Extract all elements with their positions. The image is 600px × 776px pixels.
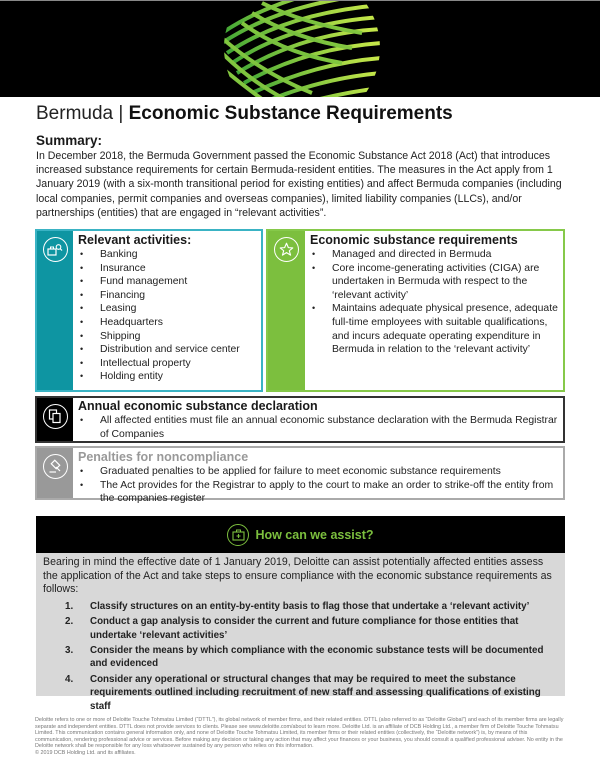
annual-declaration-list — [78, 414, 559, 441]
title-separator: | — [113, 103, 129, 124]
list-item: • Core income-generating activities (CIGA) are undertaken in Bermuda with respect to the ‘relevant activity’ — [310, 262, 559, 303]
summary-text: In December 2018, the Bermuda Government passed the Economic Substance Act 2018 (Act) that introduces increased substance requirements for certain Bermuda-resident entities. The measures in the Act apply from 1 January 2019 (with a six-month transitional period for existing entities) and affect Bermuda companies (including local companies, permit companies and overseas companies), limited liability companies (LLCs), and/or partnerships (entities) that are engaged in “relevant activities”. — [36, 150, 562, 219]
list-item: • Fund management — [78, 275, 257, 289]
relevant-activities-box — [35, 229, 263, 392]
step-text: Consider the means by which compliance with the economic substance tests will be documented and evidenced — [90, 645, 544, 670]
assist-body — [36, 553, 565, 712]
list-item: • Financing — [78, 289, 257, 303]
assist-header — [36, 516, 565, 553]
relevant-activities-heading: Relevant activities: — [78, 233, 192, 247]
assist-step — [43, 615, 559, 642]
step-text: Consider any operational or structural changes that may be required to meet the substance requirements outlined including recruitment of new staff and assessing qualifications of existing staff — [90, 673, 541, 712]
page-title — [36, 103, 453, 125]
requirements-list — [310, 248, 559, 357]
header-banner — [0, 0, 600, 97]
relevant-activities-list — [78, 248, 257, 384]
star-icon — [274, 237, 299, 262]
list-item: • Graduated penalties to be applied for failure to meet economic substance requirements — [78, 465, 559, 479]
list-item: • All affected entities must file an annual economic substance declaration with the Bermuda Registrar of Companies — [78, 414, 559, 441]
assist-step — [43, 600, 559, 613]
list-item: • Maintains adequate physical presence, adequate full-time employees with suitable qualifications, and incurs adequate operating expenditure in Bermuda in relation to the ‘relevant activity’ — [310, 302, 559, 356]
title-topic: Economic Substance Requirements — [128, 103, 453, 124]
legal-footer — [35, 717, 565, 757]
requirements-icon-bar — [268, 231, 305, 390]
yarn-ball-graphic — [222, 0, 382, 97]
requirements-box — [266, 229, 565, 392]
assist-intro: Bearing in mind the effective date of 1 January 2019, Deloitte can assist potentially affected entities assess the application of the Act and take steps to ensure compliance with the economic substance requirements as follows: — [43, 556, 552, 596]
footer-disclaimer: Deloitte refers to one or more of Deloitte Touche Tohmatsu Limited (“DTTL”), its global network of member firms, and their related entities. DTTL (also referred to as “Deloitte Global”) and each of its member firms are legally separate and independent entities. DTTL does not provide services to clients. Please see www.deloitte.com/about to learn more. Deloitte Ltd. is an affiliate of DCB Holding Ltd., a member firm of Deloitte Touche Tohmatsu Limited. This communication contains general information only, and none of Deloitte Touche Tohmatsu Limited, its member firms or their related entities (collectively, the “Deloitte network”) is, by means of this communication, rendering professional advice or services. Before making any decision or taking any action that may affect your finances or your business, you should consult a qualified professional adviser. No entity in the Deloitte network shall be responsible for any loss whatsoever sustained by any person who relies on this information. — [35, 717, 564, 750]
list-item: • Holding entity — [78, 370, 257, 384]
title-country: Bermuda — [36, 103, 114, 124]
list-item: • Leasing — [78, 302, 257, 316]
step-text: Conduct a gap analysis to consider the current and future compliance for those entities that undertake ‘relevant activities’ — [90, 616, 519, 641]
gavel-icon — [43, 454, 68, 479]
penalties-box — [35, 446, 565, 505]
list-item: • Banking — [78, 248, 257, 262]
list-item: • The Act provides for the Registrar to apply to the court to make an order to strike-off the entity from the companies register — [78, 479, 559, 506]
penalties-heading: Penalties for noncompliance — [78, 450, 249, 464]
step-number: 1. — [65, 600, 74, 612]
step-number: 4. — [65, 673, 74, 685]
summary-heading: Summary: — [36, 133, 103, 148]
first-aid-kit-icon — [227, 524, 249, 546]
list-item: • Insurance — [78, 262, 257, 276]
relevant-activities-icon-bar — [37, 231, 73, 390]
annual-declaration-icon-bar — [37, 398, 73, 441]
documents-icon — [43, 404, 68, 429]
step-number: 2. — [65, 616, 74, 628]
briefcase-search-icon — [43, 237, 68, 262]
penalties-list — [78, 465, 559, 506]
step-number: 3. — [65, 645, 74, 656]
penalties-icon-bar — [37, 448, 73, 498]
assist-step — [43, 673, 559, 713]
assist-step — [43, 644, 559, 671]
footer-copyright: © 2019 DCB Holding Ltd. and its affiliates. — [35, 749, 136, 756]
list-item: • Distribution and service center — [78, 343, 257, 357]
step-text: Classify structures on an entity-by-entity basis to flag those that undertake a ‘relevant activity’ — [90, 600, 530, 612]
annual-declaration-heading: Annual economic substance declaration — [78, 399, 318, 413]
annual-declaration-box — [35, 396, 565, 443]
list-item: • Shipping — [78, 330, 257, 344]
list-item: • Headquarters — [78, 316, 257, 330]
list-item: • Managed and directed in Bermuda — [310, 248, 559, 262]
assist-heading: How can we assist? — [255, 527, 374, 542]
requirements-heading: Economic substance requirements — [310, 233, 518, 247]
assist-steps — [43, 600, 559, 713]
list-item: • Intellectual property — [78, 357, 257, 371]
